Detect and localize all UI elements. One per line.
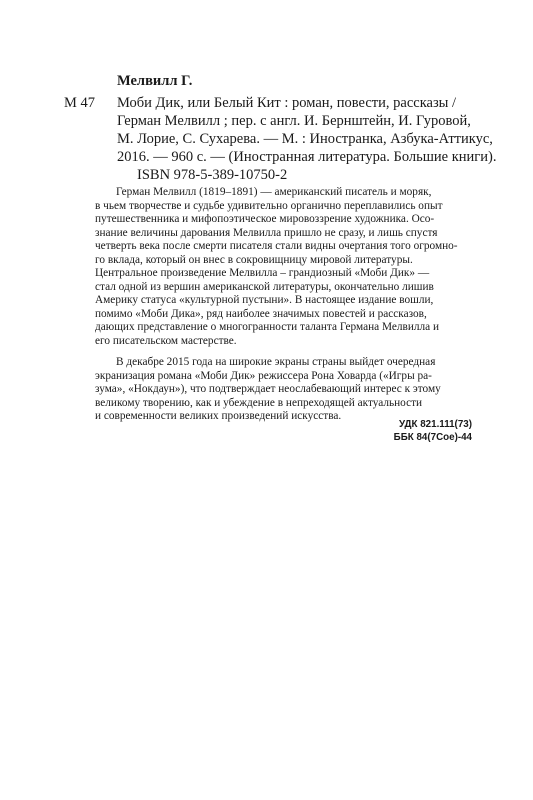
udk-code: УДК 821.111(73) [398,419,472,430]
annotation-line: в чьем творчестве и судьбе удивительно органично переплавились опыт [95,199,443,212]
annotation-line: стал одной из вершин американской литературы, окончательно лишив [95,280,434,293]
author-heading: Мелвилл Г. [117,73,193,89]
isbn: ISBN 978-5-389-10750-2 [137,167,288,183]
annotation-paragraph [95,356,473,424]
annotation-line: Америку статуса «культурной пустыни». В настоящее издание вошли, [95,294,434,306]
annotation-line: помимо «Моби Дика», ряд наиболее значимых повестей и рассказов, [95,307,427,320]
annotation [95,186,473,424]
annotation-line: его писательском мастерстве. [95,334,237,347]
bbk-code: ББК 84(7Сое)-44 [393,432,472,443]
annotation-line: дающих представление о многогранности таланта Германа Мелвилла и [95,321,440,333]
annotation-line: экранизация романа «Моби Дик» режиссера Рона Ховарда («Игры ра- [95,369,432,382]
biblio-line: М. Лорие, С. Сухарева. — М. : Иностранка, Азбука-Аттикус, [117,131,493,147]
biblio-line: 2016. — 960 с. — (Иностранная литература. Большие книги). [117,149,497,165]
annotation-line: и современности великих произведений искусства. [95,410,342,422]
annotation-line: Центральное произведение Мелвилла – грандиозный «Моби Дик» — [95,267,430,279]
annotation-line: го вклада, который он внес в сокровищницу мировой литературы. [95,253,413,266]
call-number: М 47 [64,95,96,111]
annotation-line: В декабре 2015 года на широкие экраны страны выйдет очередная [116,356,436,368]
annotation-line: великому творению, как и убеждение в непреходящей актуальности [95,396,423,409]
biblio-line: Моби Дик, или Белый Кит : роман, повести, рассказы / [117,95,457,111]
biblio-line: Герман Мелвилл ; пер. с англ. И. Бернштейн, И. Гуровой, [117,113,471,129]
annotation-line: зума», «Нокдаун»), что подтверждает неослабевающий интерес к этому [95,383,441,395]
annotation-line: Герман Мелвилл (1819–1891) — американский писатель и моряк, [116,186,432,198]
annotation-line: путешественника и мифопоэтическое мировоззрение художника. Осо- [95,213,435,225]
classification-codes [394,418,472,444]
annotation-paragraph [95,186,473,348]
annotation-line: четверть века после смерти писателя стали видны очертания того огромно- [95,240,458,252]
annotation-line: знание величины дарования Мелвилла пришло не сразу, и лишь спустя [95,226,438,239]
bibliographic-description [117,94,497,166]
